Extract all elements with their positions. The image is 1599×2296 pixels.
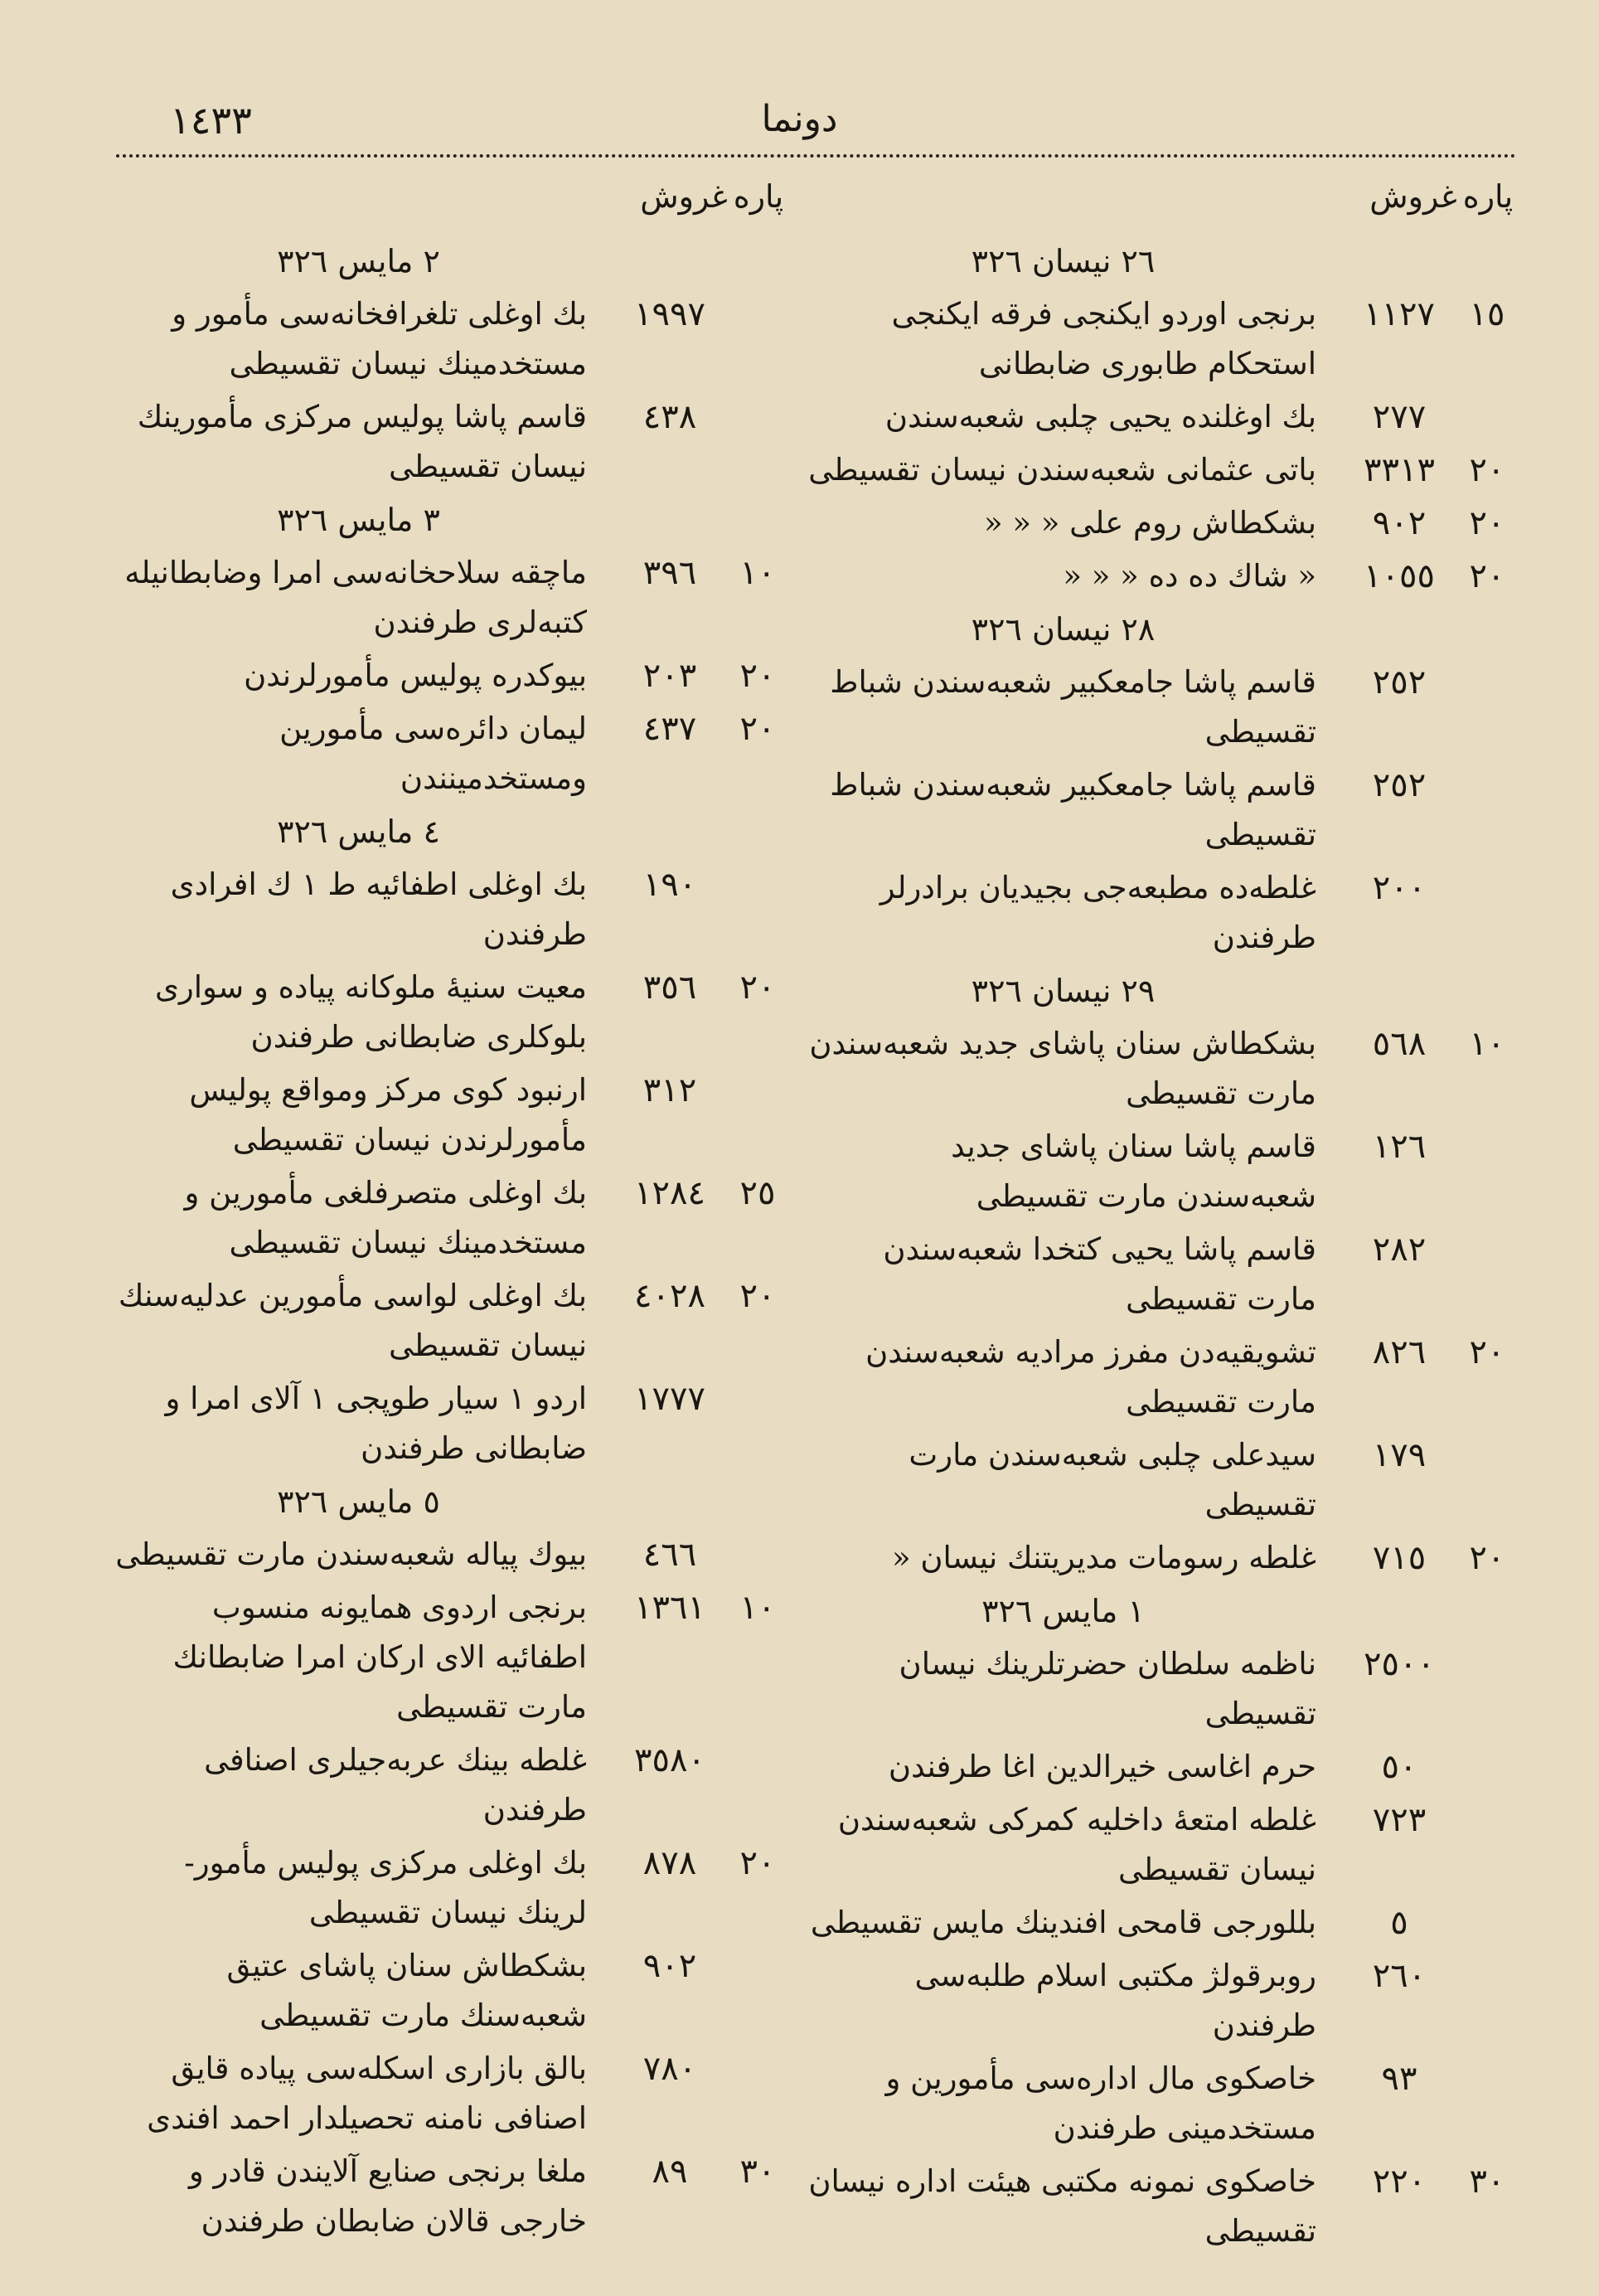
para-amount: ٣٠ bbox=[1469, 2163, 1505, 2201]
date-heading: ٤ مايس ٣٢٦ bbox=[277, 813, 440, 850]
ledger-row bbox=[112, 1374, 787, 1473]
entry-description: بك اوغلى تلغرافخانه‌سى مأمور و مستخدمينك نيسان تقسيطى bbox=[172, 296, 587, 381]
gurus-amount: ٧١٥ bbox=[1372, 1539, 1427, 1577]
gurus-amount: ١٩٠ bbox=[642, 866, 697, 904]
para-amount: ٢٠ bbox=[739, 710, 776, 748]
entry-description: بك اوغلى متصرفلغى مأمورين و مستخدمينك نيسان تقسيطى bbox=[184, 1175, 587, 1260]
para-amount: ٢٠ bbox=[1469, 1539, 1505, 1577]
gurus-amount: ٢٠٠ bbox=[1372, 869, 1427, 907]
para-amount: ٢٠ bbox=[739, 1844, 776, 1882]
entry-description: غلطه رسومات مديريتنك نيسان « bbox=[891, 1540, 1316, 1575]
para-amount: ٢٠ bbox=[1469, 1333, 1505, 1371]
entry-description: غلطه بينك عربه‌جيلرى اصنافى طرفندن bbox=[204, 1742, 587, 1828]
ledger-row bbox=[112, 860, 787, 959]
ledger-row bbox=[112, 1941, 787, 2041]
para-amount: ٢٠ bbox=[1469, 451, 1505, 489]
ledger-row bbox=[112, 548, 787, 648]
ledger-row bbox=[808, 2157, 1517, 2256]
entry-description: بللورجى قامحى افندينك مايس تقسيطى bbox=[810, 1905, 1316, 1940]
para-amount: ٢٠ bbox=[1469, 504, 1505, 542]
ledger-row bbox=[112, 1168, 787, 1268]
entry-description: قاسم پاشا جامعكبير شعبه‌سندن شباط تقسيطى bbox=[830, 664, 1316, 750]
date-heading: ٢٨ نيسان ٣٢٦ bbox=[971, 611, 1156, 648]
ledger-row bbox=[808, 392, 1517, 442]
para-amount: ٢٥ bbox=[739, 1174, 776, 1212]
gurus-amount: ١٢٨٤ bbox=[634, 1174, 705, 1212]
gurus-amount: ٤٦٦ bbox=[642, 1536, 697, 1574]
ledger-row bbox=[112, 1583, 787, 1732]
gurus-amount: ٣٥٦ bbox=[642, 968, 697, 1007]
dotted-rule bbox=[116, 154, 1516, 158]
gurus-amount: ٣٥٨٠ bbox=[634, 1741, 705, 1779]
ledger-row bbox=[112, 704, 787, 803]
gurus-amount: ١٣٦١ bbox=[634, 1589, 705, 1627]
gurus-amount: ٢٥٢ bbox=[1372, 663, 1427, 701]
ledger-row bbox=[808, 1639, 1517, 1739]
entry-description: قاسم پاشا جامعكبير شعبه‌سندن شباط تقسيطى bbox=[830, 767, 1316, 852]
ledger-row bbox=[808, 289, 1517, 389]
ledger-row bbox=[112, 1271, 787, 1371]
entry-description: ماچقه سلاحخانه‌سى امرا وضابطانيله كتبه‌لرى طرفندن bbox=[124, 555, 587, 640]
gurus-amount: ٣١٢ bbox=[642, 1071, 697, 1109]
entry-description: برنجى اردوى همايونه منسوب اطفائيه الاى اركان امرا ضابطانك مارت تقسيطى bbox=[172, 1590, 587, 1725]
para-amount: ٣٠ bbox=[739, 2153, 776, 2191]
entry-description: بك اوغلى لواسى مأمورين عدليه‌سنك نيسان تقسيطى bbox=[118, 1278, 587, 1363]
gurus-header: غروش bbox=[1369, 178, 1457, 215]
left-column bbox=[112, 178, 787, 2268]
right-column bbox=[808, 178, 1517, 2268]
ledger-row bbox=[808, 760, 1517, 860]
ledger-row bbox=[112, 1838, 787, 1938]
gurus-amount: ٢٢٠ bbox=[1372, 2163, 1427, 2201]
para-amount: ٢٠ bbox=[1469, 557, 1505, 595]
gurus-amount: ٨٩ bbox=[652, 2153, 688, 2191]
entry-description: ليمان دائره‌سى مأمورين ومستخدمينندن bbox=[279, 711, 587, 796]
page-title: دونما bbox=[761, 98, 838, 140]
entry-description: بك اوغلى اطفائيه ط ١ ك افرادى طرفندن bbox=[170, 866, 587, 952]
ledger-row bbox=[808, 1742, 1517, 1792]
date-heading: ١ مايس ٣٢٦ bbox=[981, 1593, 1145, 1629]
gurus-amount: ٧٢٣ bbox=[1372, 1801, 1427, 1839]
ledger-row bbox=[808, 863, 1517, 963]
entry-description: قاسم پاشا يحيى كتخدا شعبه‌سندن مارت تقسيطى bbox=[883, 1231, 1316, 1317]
gurus-amount: ٢٠٣ bbox=[642, 657, 697, 695]
ledger-row bbox=[808, 551, 1517, 601]
entry-description: قاسم پاشا سنان پاشاى جديد شعبه‌سندن مارت تقسيطى bbox=[951, 1129, 1316, 1214]
gurus-amount: ٢٦٠ bbox=[1372, 1957, 1427, 1995]
gurus-amount: ٢٨٢ bbox=[1372, 1231, 1427, 1269]
ledger-row bbox=[808, 1795, 1517, 1895]
entry-description: ارنبود كوى مركز ومواقع پوليس مأمورلرندن نيسان تقسيطى bbox=[189, 1072, 587, 1158]
entry-description: سيدعلى چلبى شعبه‌سندن مارت تقسيطى bbox=[909, 1437, 1316, 1522]
gurus-amount: ٤٣٧ bbox=[642, 710, 697, 748]
entry-description: بالق بازارى اسكله‌سى پياده قايق اصنافى نامنه تحصيلدار احمد افندى bbox=[147, 2051, 587, 2136]
date-heading: ٥ مايس ٣٢٦ bbox=[277, 1483, 440, 1520]
entry-description: باتى عثمانى شعبه‌سندن نيسان تقسيطى bbox=[808, 452, 1316, 488]
ledger-row bbox=[808, 1533, 1517, 1583]
ledger-row bbox=[112, 1065, 787, 1165]
gurus-amount: ٧٨٠ bbox=[642, 2050, 697, 2088]
gurus-amount: ٣٣١٣ bbox=[1364, 451, 1435, 489]
entry-description: بشكطاش سنان پاشاى عتيق شعبه‌سنك مارت تقسيطى bbox=[226, 1948, 587, 2033]
entry-description: خاصكوى نمونه مكتبى هيئت اداره‌ نيسان تقسيطى bbox=[808, 2163, 1316, 2249]
ledger-row bbox=[112, 392, 787, 492]
gurus-amount: ١٧٩ bbox=[1372, 1436, 1427, 1474]
entry-description: ملغا برنجى صنايع آلايندن قادر و خارجى قالان ضابطان طرفندن bbox=[188, 2153, 587, 2239]
ledger-row bbox=[808, 1951, 1517, 2051]
ledger-entries bbox=[808, 236, 1517, 2256]
para-amount: ٢٠ bbox=[739, 657, 776, 695]
ledger-row bbox=[112, 1530, 787, 1580]
gurus-amount: ٢٧٧ bbox=[1372, 398, 1427, 436]
entry-description: بشكطاش سنان پاشاى جديد شعبه‌سندن مارت تقسيطى bbox=[809, 1026, 1316, 1111]
page-number: ١٤٣٣ bbox=[170, 98, 252, 143]
ledger-row bbox=[112, 2044, 787, 2143]
gurus-amount: ١١٢٧ bbox=[1364, 295, 1435, 333]
date-heading: ٢ مايس ٣٢٦ bbox=[277, 243, 440, 279]
ledger-row bbox=[808, 498, 1517, 548]
gurus-amount: ٩٣ bbox=[1381, 2060, 1417, 2098]
column-header bbox=[808, 178, 1517, 236]
ledger-row bbox=[808, 1328, 1517, 1427]
gurus-amount: ٢٥٢ bbox=[1372, 766, 1427, 804]
entry-description: غلطه امتعۀ داخليه كمركى شعبه‌سندن نيسان تقسيطى bbox=[837, 1802, 1316, 1887]
gurus-amount: ٩٠٢ bbox=[1372, 504, 1427, 542]
ledger-entries bbox=[112, 236, 787, 2246]
date-heading: ٢٦ نيسان ٣٢٦ bbox=[971, 243, 1156, 279]
para-amount: ٢٠ bbox=[739, 968, 776, 1007]
ledger-row bbox=[808, 1225, 1517, 1324]
entry-description: اردو ١ سيار طوپجى ١ آلاى امرا و ضابطانى طرفندن bbox=[165, 1381, 587, 1466]
entry-description: ناظمه سلطان حضرتلرينك نيسان تقسيطى bbox=[899, 1646, 1316, 1731]
gurus-amount: ٤٠٢٨ bbox=[634, 1277, 705, 1315]
para-amount: ٢٠ bbox=[739, 1277, 776, 1315]
ledger-row bbox=[808, 445, 1517, 495]
entry-description: معيت سنيۀ ملوكانه پياده و سوارى بلوكلرى ضابطانى طرفندن bbox=[154, 969, 587, 1055]
entry-description: روبرقولژ مكتبى اسلام طلبه‌سى طرفندن bbox=[914, 1958, 1316, 2043]
entry-description: قاسم پاشا پوليس مركزى مأمورينك نيسان تقسيطى bbox=[137, 399, 587, 484]
gurus-amount: ٨٧٨ bbox=[642, 1844, 697, 1882]
entry-description: « شاك ده ده « « « bbox=[1063, 558, 1316, 594]
ledger-row bbox=[808, 1430, 1517, 1530]
ledger-row bbox=[112, 2147, 787, 2246]
ledger-row bbox=[808, 1122, 1517, 1221]
entry-description: بشكطاش روم على « « « bbox=[983, 505, 1316, 541]
para-amount: ١٥ bbox=[1469, 295, 1505, 333]
ledger-row bbox=[112, 1735, 787, 1835]
para-header: پاره bbox=[733, 178, 784, 215]
ledger-row bbox=[808, 1898, 1517, 1948]
entry-description: بيوكدره پوليس مأمورلرندن bbox=[244, 658, 587, 693]
date-heading: ٢٩ نيسان ٣٢٦ bbox=[971, 973, 1156, 1009]
gurus-amount: ٢٥٠٠ bbox=[1364, 1645, 1435, 1683]
entry-description: بيوك پياله شعبه‌سندن مارت تقسيطى bbox=[115, 1536, 587, 1572]
ledger-row bbox=[808, 2054, 1517, 2153]
column-header bbox=[112, 178, 787, 236]
gurus-amount: ١٠٥٥ bbox=[1364, 557, 1435, 595]
entry-description: خاصكوى مال اداره‌سى مأمورين و مستخدمينى طرفندن bbox=[885, 2061, 1316, 2146]
entry-description: برنجى اوردو ايكنجى فرقه ايكنجى استحكام طابورى ضابطانى bbox=[891, 296, 1316, 381]
para-amount: ١٠ bbox=[739, 554, 776, 592]
gurus-amount: ٣٩٦ bbox=[642, 554, 697, 592]
running-head bbox=[0, 98, 1599, 148]
entry-description: غلطه‌ده مطبعه‌جى بجيديان برادرلر طرفندن bbox=[879, 870, 1316, 955]
para-amount: ١٠ bbox=[739, 1589, 776, 1627]
entry-description: بك اوغلى مركزى پوليس مأمور- لرينك نيسان تقسيطى bbox=[184, 1845, 587, 1930]
ledger-row bbox=[808, 658, 1517, 757]
ledger-row bbox=[112, 289, 787, 389]
gurus-amount: ٩٠٢ bbox=[642, 1947, 697, 1985]
gurus-amount: ٨٢٦ bbox=[1372, 1333, 1427, 1371]
gurus-amount: ٤٣٨ bbox=[642, 398, 697, 436]
entry-description: حرم اغاسى خيرالدين اغا طرفندن bbox=[888, 1749, 1316, 1784]
para-amount: ١٠ bbox=[1469, 1025, 1505, 1063]
ledger-row bbox=[112, 651, 787, 701]
entry-description: بك اوغلنده يحيى چلبى شعبه‌سندن bbox=[884, 399, 1316, 434]
gurus-amount: ١٩٩٧ bbox=[634, 295, 705, 333]
date-heading: ٣ مايس ٣٢٦ bbox=[277, 502, 440, 538]
ledger-row bbox=[808, 1019, 1517, 1119]
gurus-amount: ٥ bbox=[1390, 1904, 1408, 1942]
para-header: پاره bbox=[1462, 178, 1514, 215]
ledger-row bbox=[112, 963, 787, 1062]
gurus-amount: ٥٦٨ bbox=[1372, 1025, 1427, 1063]
gurus-amount: ١٢٦ bbox=[1372, 1128, 1427, 1166]
gurus-amount: ١٧٧٧ bbox=[634, 1380, 705, 1418]
gurus-header: غروش bbox=[640, 178, 728, 215]
gurus-amount: ٥٠ bbox=[1381, 1748, 1417, 1786]
entry-description: تشويقيه‌دن مفرز مراديه شعبه‌سندن مارت تقسيطى bbox=[865, 1334, 1316, 1420]
